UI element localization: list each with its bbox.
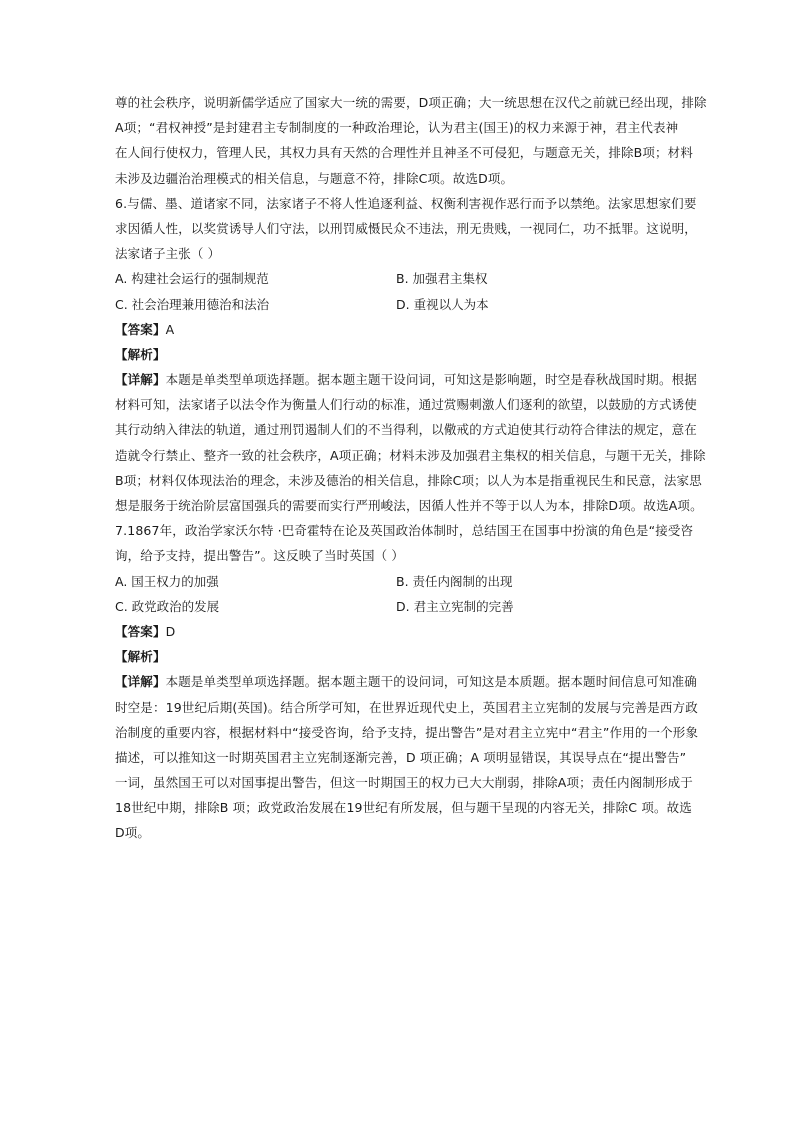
text-line: A项；“君权神授”是封建君主专制制度的一种政治理论，认为君主(国王)的权力来源于神，君主代表神 (115, 120, 679, 136)
detail-line (115, 367, 695, 392)
answer-tag: 【答案】 (115, 623, 166, 639)
detail-line: 其行动纳入律法的轨道，通过刑罚遏制人们的不当得利，以儆戒的方式迫使其行动符合律法的规定，意在 (115, 422, 697, 438)
text-line: 在人间行使权力，管理人民，其权力具有天然的合理性并且神圣不可侵犯，与题意无关，排除B项；材料 (115, 145, 693, 161)
question-stem-line: 6.与儒、墨、道诸家不同，法家诸子不将人性追逐利益、权衡利害视作恶行而予以禁绝。法家思想家们要 (115, 195, 697, 211)
options-row (115, 292, 695, 317)
detail-text: 本题是单类型单项选择题。据本题主题干设问词，可知这是影响题，时空是春秋战国时期。根据 (165, 372, 697, 388)
option-d: D. 重视以人为本 (396, 296, 489, 312)
question-stem-line: 法家诸子主张（ ） (115, 246, 221, 262)
text-line: 尊的社会秩序，说明新儒学适应了国家大一统的需要，D项正确；大一统思想在汉代之前就已经出现，排除 (115, 95, 707, 110)
detail-line: 材料可知，法家诸子以法令作为衡量人们行动的标准，通过赏赐刺激人们逐利的欲望，以鼓励的方式诱使 (115, 397, 697, 413)
answer-line (115, 619, 695, 644)
answer-tag: 【答案】 (115, 321, 166, 337)
answer-value: D (165, 623, 176, 639)
detail-line (115, 669, 695, 694)
analysis-line (115, 644, 695, 669)
text-line: 未涉及边疆治治理模式的相关信息，与题意不符，排除C项。故选D项。 (115, 170, 514, 186)
question-stem-line: 7.1867年，政治学家沃尔特 ·巴奇霍特在论及英国政治体制时，总结国王在国事中扮演的角色是“接受咨 (115, 523, 694, 539)
detail-line: 描述，可以推知这一时期英国君主立宪制逐渐完善，D 项正确；A 项明显错误，其误导点在“提出警告” (115, 749, 687, 765)
detail-tag: 【详解】 (115, 372, 166, 388)
option-c: C. 政党政治的发展 (115, 598, 220, 614)
options-row (115, 594, 695, 619)
answer-value: A (165, 321, 175, 337)
detail-line: 一词，虽然国王可以对国事提出警告，但这一时期国王的权力已大大削弱，排除A项；责任内阁制形成于 (115, 775, 693, 791)
options-row (115, 569, 695, 594)
question-stem-line: 求因循人性，以奖赏诱导人们守法，以刑罚威慑民众不违法，刑无贵贱，一视同仁，功不抵罪。这说明， (115, 220, 697, 236)
detail-line: 时空是：19世纪后期(英国)。结合所学可知，在世界近现代史上，英国君主立宪制的发展与完善是西方政 (115, 699, 698, 715)
question-7 (115, 518, 699, 845)
detail-line: D项。 (115, 825, 151, 841)
question-6 (115, 191, 706, 518)
option-a: A. 构建社会运行的强制规范 (115, 271, 269, 287)
analysis-line (115, 342, 695, 367)
options-row (115, 266, 695, 291)
option-b: B. 加强君主集权 (396, 271, 488, 287)
analysis-tag: 【解析】 (115, 649, 166, 665)
option-a: A. 国王权力的加强 (115, 573, 219, 589)
detail-text: 本题是单类型单项选择题。据本题主题干的设问词，可知这是本质题。据本题时间信息可知准确 (165, 674, 697, 690)
detail-line: 18世纪中期，排除B 项；政党政治发展在19世纪有所发展，但与题干呈现的内容无关，排除C 项。故选 (115, 800, 692, 816)
document-content (115, 90, 707, 846)
question-stem-line: 询，给予支持，提出警告”。这反映了当时英国（ ） (115, 548, 405, 564)
option-b: B. 责任内阁制的出现 (396, 573, 513, 589)
q5-analysis-tail (115, 90, 707, 191)
detail-line: 治制度的重要内容，根据材料中“接受咨询，给予支持，提出警告”是对君主立宪中“君主”作用的一个形象 (115, 724, 699, 740)
detail-line: B项；材料仅体现法治的理念，未涉及德治的相关信息，排除C项；以人为本是指重视民生和民意，法家思 (115, 472, 702, 488)
option-d: D. 君主立宪制的完善 (396, 598, 514, 614)
answer-line (115, 317, 695, 342)
detail-line: 想是服务于统治阶层富国强兵的需要而实行严刑峻法，因循人性并不等于以人为本，排除D项。故选A项。 (115, 498, 703, 513)
option-c: C. 社会治理兼用德治和法治 (115, 296, 270, 312)
detail-line: 造就令行禁止、整齐一致的社会秩序，A项正确；材料未涉及加强君主集权的相关信息，与题干无关，排除 (115, 447, 706, 463)
analysis-tag: 【解析】 (115, 346, 166, 362)
detail-tag: 【详解】 (115, 674, 166, 690)
